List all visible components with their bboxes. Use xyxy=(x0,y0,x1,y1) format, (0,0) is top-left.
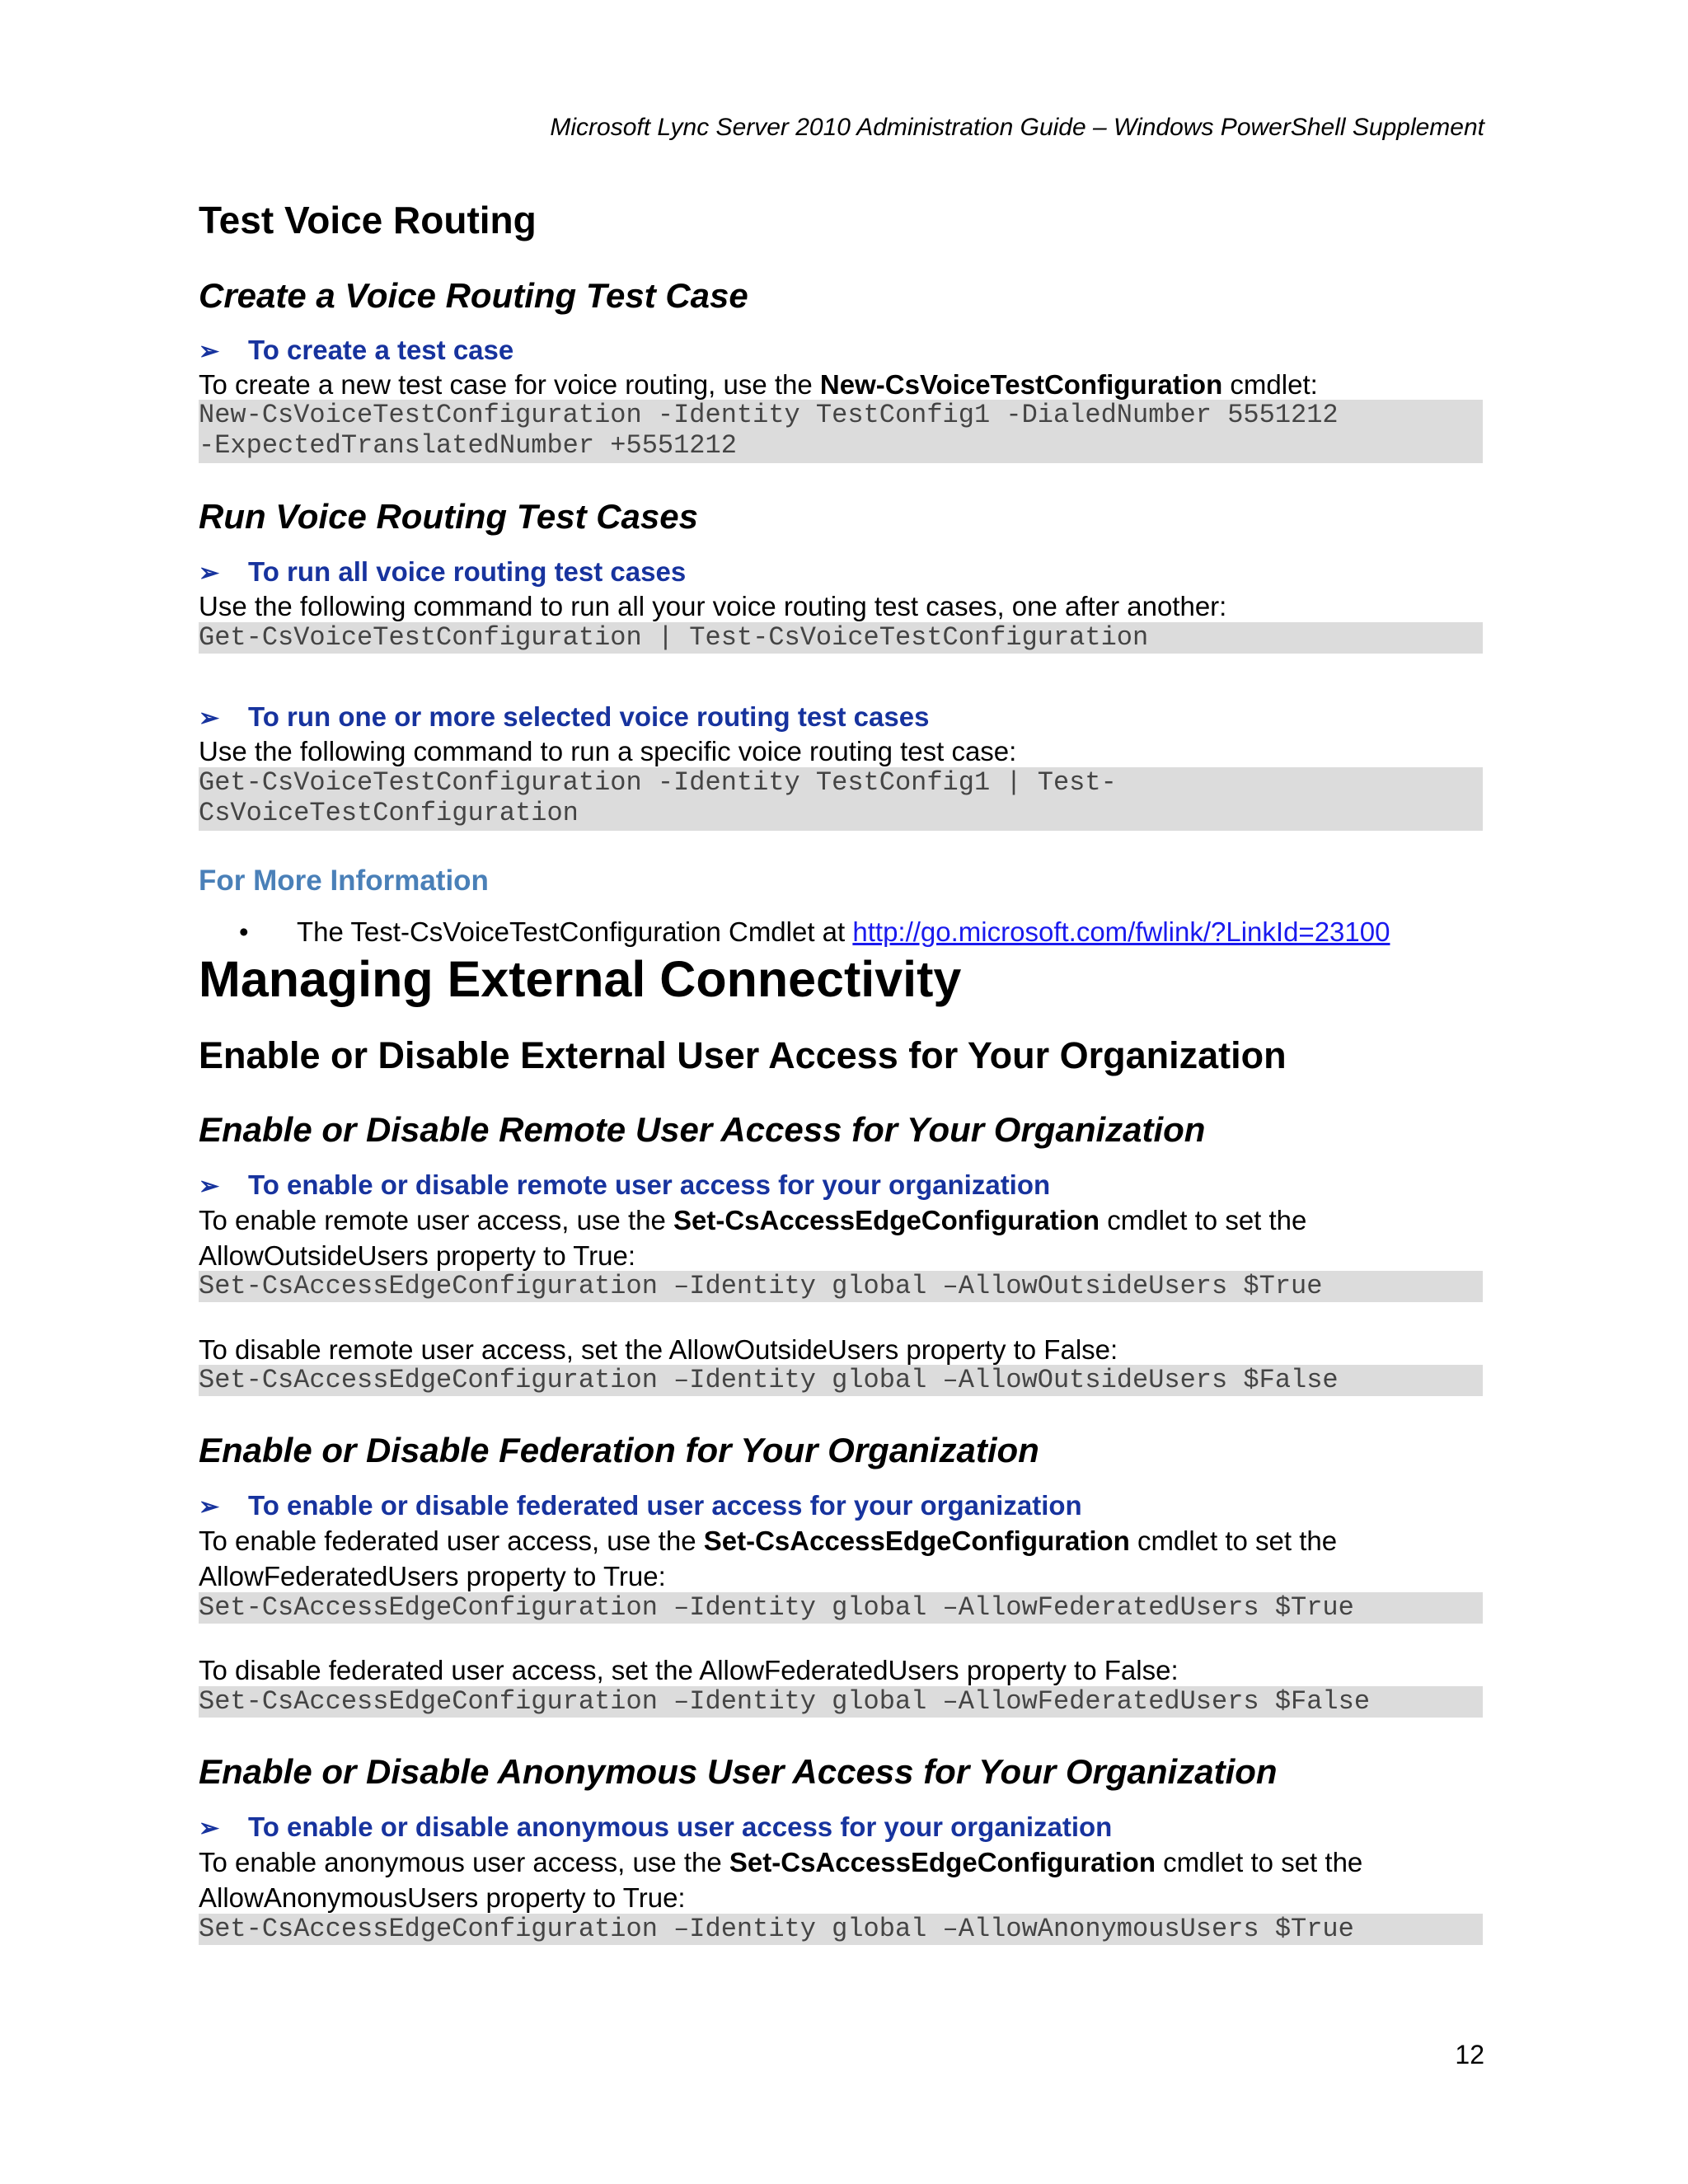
body-text-run-selected: Use the following command to run a specific voice routing test case: xyxy=(199,736,1017,766)
body-text-remote-enable-line2: AllowOutsideUsers property to True: xyxy=(199,1240,636,1271)
body-text-part: To enable anonymous user access, use the xyxy=(199,1847,729,1877)
code-line: Get-CsVoiceTestConfiguration | Test-CsVoiceTestConfiguration xyxy=(199,622,1149,653)
code-line: Set-CsAccessEdgeConfiguration –Identity global –AllowOutsideUsers $False xyxy=(199,1365,1339,1395)
code-line: Set-CsAccessEdgeConfiguration –Identity global –AllowAnonymousUsers $True xyxy=(199,1914,1354,1944)
heading-create-test-case: Create a Voice Routing Test Case xyxy=(199,276,748,315)
body-text-anonymous-enable-line2: AllowAnonymousUsers property to True: xyxy=(199,1882,686,1913)
body-text-part: To enable remote user access, use the xyxy=(199,1205,673,1235)
body-text-part: To create a new test case for voice routing, use the xyxy=(199,369,820,400)
code-line: Set-CsAccessEdgeConfiguration –Identity global –AllowOutsideUsers $True xyxy=(199,1271,1323,1301)
code-line: Set-CsAccessEdgeConfiguration –Identity global –AllowFederatedUsers $True xyxy=(199,1592,1354,1623)
code-line: Get-CsVoiceTestConfiguration -Identity TestConfig1 | Test- xyxy=(199,767,1117,798)
procedure-label: To enable or disable anonymous user access for your organization xyxy=(248,1811,1113,1842)
list-item-text: The Test-CsVoiceTestConfiguration Cmdlet at xyxy=(297,916,853,947)
procedure-arrow-icon: ➢ xyxy=(199,1493,220,1521)
heading-anonymous-user-access: Enable or Disable Anonymous User Access for Your Organization xyxy=(199,1752,1278,1791)
body-text-remote-enable xyxy=(199,1205,1306,1236)
body-text-federation-disable: To disable federated user access, set the AllowFederatedUsers property to False: xyxy=(199,1655,1179,1685)
code-block-federation-enable xyxy=(199,1592,1483,1624)
procedure-label: To create a test case xyxy=(248,335,514,365)
body-text-part: To enable federated user access, use the xyxy=(199,1526,704,1556)
procedure-arrow-icon: ➢ xyxy=(199,1173,220,1200)
body-text-federation-enable-line2: AllowFederatedUsers property to True: xyxy=(199,1561,666,1591)
procedure-arrow-icon: ➢ xyxy=(199,338,220,365)
procedure-remote-access xyxy=(199,1169,1050,1201)
heading-more-information: For More Information xyxy=(199,865,489,897)
procedure-arrow-icon: ➢ xyxy=(199,705,220,732)
code-block-federation-disable xyxy=(199,1686,1483,1718)
body-text-run-all: Use the following command to run all your voice routing test cases, one after another: xyxy=(199,591,1227,621)
fwlink-link[interactable]: http://go.microsoft.com/fwlink/?LinkId=23100 xyxy=(852,916,1390,947)
body-text-part: cmdlet to set the xyxy=(1100,1205,1307,1235)
heading-external-user-access: Enable or Disable External User Access for Your Organization xyxy=(199,1034,1287,1076)
procedure-create-test-case xyxy=(199,335,513,366)
body-text-remote-disable: To disable remote user access, set the AllowOutsideUsers property to False: xyxy=(199,1334,1118,1365)
heading-managing-external-connectivity: Managing External Connectivity xyxy=(199,951,962,1007)
code-line: -ExpectedTranslatedNumber +5551212 xyxy=(199,430,737,461)
procedure-arrow-icon: ➢ xyxy=(199,560,220,587)
heading-run-test-cases: Run Voice Routing Test Cases xyxy=(199,497,698,536)
body-text-part: cmdlet: xyxy=(1222,369,1318,400)
code-line: New-CsVoiceTestConfiguration -Identity TestConfig1 -DialedNumber 5551212 xyxy=(199,400,1339,430)
body-text-create xyxy=(199,369,1318,401)
page-number: 12 xyxy=(1455,2040,1484,2069)
body-text-part: cmdlet to set the xyxy=(1129,1526,1338,1556)
procedure-label: To enable or disable federated user access for your organization xyxy=(248,1490,1082,1521)
procedure-label: To enable or disable remote user access for your organization xyxy=(248,1169,1051,1200)
code-block-remote-enable xyxy=(199,1271,1483,1302)
bullet-icon: • xyxy=(239,916,249,947)
body-text-federation-enable xyxy=(199,1526,1337,1557)
code-block-run-selected xyxy=(199,767,1483,831)
cmdlet-name: Set-CsAccessEdgeConfiguration xyxy=(703,1526,1130,1556)
cmdlet-name: Set-CsAccessEdgeConfiguration xyxy=(729,1847,1156,1877)
code-block-create xyxy=(199,400,1483,463)
cmdlet-name: New-CsVoiceTestConfiguration xyxy=(819,369,1223,400)
code-line: CsVoiceTestConfiguration xyxy=(199,798,579,828)
code-line: Set-CsAccessEdgeConfiguration –Identity global –AllowFederatedUsers $False xyxy=(199,1686,1371,1717)
heading-remote-user-access: Enable or Disable Remote User Access for Your Organization xyxy=(199,1110,1206,1149)
running-header: Microsoft Lync Server 2010 Administration Guide – Windows PowerShell Supplement xyxy=(550,114,1484,141)
cmdlet-name: Set-CsAccessEdgeConfiguration xyxy=(673,1205,1100,1235)
procedure-label: To run all voice routing test cases xyxy=(248,556,687,587)
code-block-run-all xyxy=(199,622,1483,654)
heading-federation: Enable or Disable Federation for Your Organization xyxy=(199,1431,1039,1469)
procedure-federation xyxy=(199,1490,1082,1521)
code-block-remote-disable xyxy=(199,1365,1483,1396)
procedure-arrow-icon: ➢ xyxy=(199,1815,220,1842)
body-text-anonymous-enable xyxy=(199,1847,1362,1878)
procedure-label: To run one or more selected voice routing test cases xyxy=(248,701,930,732)
heading-test-voice-routing: Test Voice Routing xyxy=(199,199,537,241)
body-text-part: cmdlet to set the xyxy=(1155,1847,1363,1877)
procedure-run-selected xyxy=(199,701,929,733)
procedure-run-all xyxy=(199,556,686,588)
list-item-more-info xyxy=(239,916,1390,948)
code-block-anonymous-enable xyxy=(199,1914,1483,1945)
procedure-anonymous-access xyxy=(199,1811,1112,1843)
